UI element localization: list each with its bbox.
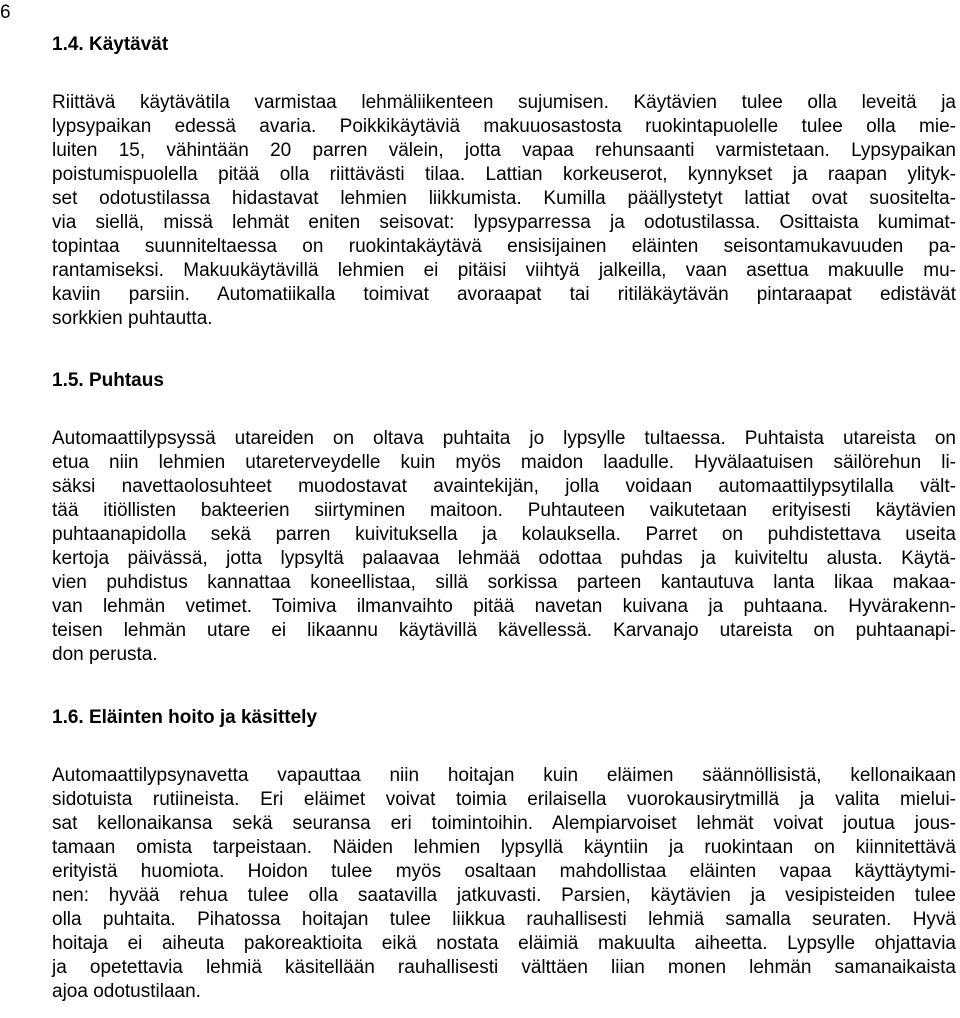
section-heading: 1.5. Puhtaus bbox=[52, 370, 164, 391]
text-line: kaviin parsiin. Automatiikalla toimivat avoraapat tai ritiläkäytävän pintaraapat edistävät bbox=[52, 284, 956, 305]
text-line: poistumispuolella pitää olla riittävästi tilaa. Lattian korkeuserot, kynnykset ja raapan ylityk- bbox=[52, 164, 956, 185]
text-line: don perusta. bbox=[52, 644, 158, 665]
text-line: topintaa suunniteltaessa on ruokintakäytävä ensisijainen eläinten seisontamukavuuden pa- bbox=[52, 236, 956, 257]
text-line: hoitaja ei aiheuta pakoreaktioita eikä nostata eläimiä makuulta aiheetta. Lypsylle ohjattavia bbox=[52, 933, 956, 954]
text-line: sidotuista rutiineista. Eri eläimet voivat toimia erilaisella vuorokausirytmillä ja valita mielui- bbox=[52, 789, 956, 810]
section-kaytavat bbox=[52, 33, 956, 331]
text-line: lypsypaikan edessä avaria. Poikkikäytäviä makuuosastosta ruokintapuolelle tulee olla mie- bbox=[52, 116, 956, 137]
text-line: säksi navettaolosuhteet muodostavat avaintekijän, jolla voidaan automaattilypsytilalla vält- bbox=[52, 476, 956, 497]
text-line: etua niin lehmien utareterveydelle kuin myös maidon laadulle. Hyvälaatuisen säilörehun li- bbox=[52, 452, 956, 473]
text-line: Automaattilypsynavetta vapauttaa niin hoitajan kuin eläimen säännöllisistä, kellonaikaan bbox=[52, 765, 956, 786]
text-line: kertoja päivässä, jotta lypsyltä palaavaa lehmää odottaa puhdas ja kuiviteltu alusta. Käytä- bbox=[52, 548, 956, 569]
section-elainten-hoito bbox=[52, 706, 956, 1004]
text-line: ja opetettavia lehmiä käsitellään rauhallisesti välttäen liian monen lehmän samanaikaista bbox=[52, 957, 956, 978]
text-line: tamaan omista tarpeistaan. Näiden lehmien lypsyllä käyntiin ja ruokintaan on kiinnitettävä bbox=[52, 837, 956, 858]
text-line: Riittävä käytävätila varmistaa lehmäliikenteen sujumisen. Käytävien tulee olla leveitä ja bbox=[52, 92, 956, 113]
text-line: olla puhtaita. Pihatossa hoitajan tulee liikkua rauhallisesti lehmiä samalla seuraten. Hyvä bbox=[52, 909, 956, 930]
section-heading: 1.6. Eläinten hoito ja käsittely bbox=[52, 707, 318, 728]
text-line: rantamiseksi. Makuukäytävillä lehmien ei pitäisi viihtyä jalkeilla, vaan asettua makuulle mu- bbox=[52, 260, 956, 281]
section-body bbox=[52, 764, 956, 1004]
text-line: puhtaanapidolla sekä parren kuivituksella ja kolauksella. Parret on puhdistettava useita bbox=[52, 524, 956, 545]
text-line: Automaattilypsyssä utareiden on oltava puhtaita jo lypsylle tultaessa. Puhtaista utareista on bbox=[52, 428, 956, 449]
text-line: set odotustilassa hidastavat lehmien liikkumista. Kumilla päällystetyt lattiat ovat suositelta- bbox=[52, 188, 956, 209]
text-line: erityistä huomiota. Hoidon tulee myös osaltaan mahdollistaa eläinten vapaa käyttäytymi- bbox=[52, 861, 956, 882]
text-line: sat kellonaikansa sekä seuransa eri toimintoihin. Alempiarvoiset lehmät voivat joutua jous- bbox=[52, 813, 956, 834]
text-line: teisen lehmän utare ei likaannu käytävillä kävellessä. Karvanajo utareista on puhtaanapi- bbox=[52, 620, 956, 641]
section-body bbox=[52, 427, 956, 667]
text-line: van lehmän vetimet. Toimiva ilmanvaihto pitää navetan kuivana ja puhtaana. Hyvärakenn- bbox=[52, 596, 956, 617]
text-line: ajoa odotustilaan. bbox=[52, 981, 201, 1002]
text-line: vien puhdistus kannattaa koneellistaa, sillä sorkissa parteen kantautuva lanta likaa makaa- bbox=[52, 572, 956, 593]
text-line: luiten 15, vähintään 20 parren välein, jotta vapaa rehunsaanti varmistetaan. Lypsypaikan bbox=[52, 140, 956, 161]
section-puhtaus bbox=[52, 369, 956, 667]
text-line: nen: hyvää rehua tulee olla saatavilla jatkuvasti. Parsien, käytävien ja vesipisteiden tulee bbox=[52, 885, 956, 906]
page-number: 6 bbox=[0, 2, 11, 23]
section-body bbox=[52, 91, 956, 331]
text-line: sorkkien puhtautta. bbox=[52, 308, 213, 329]
text-line: via siellä, missä lehmät eniten seisovat: lypsyparressa ja odotustilassa. Osittaista kumimat- bbox=[52, 212, 956, 233]
text-line: tää itiöllisten bakteerien siirtyminen maitoon. Puhtauteen vaikutetaan erityisesti käytävien bbox=[52, 500, 956, 521]
section-heading: 1.4. Käytävät bbox=[52, 34, 169, 55]
